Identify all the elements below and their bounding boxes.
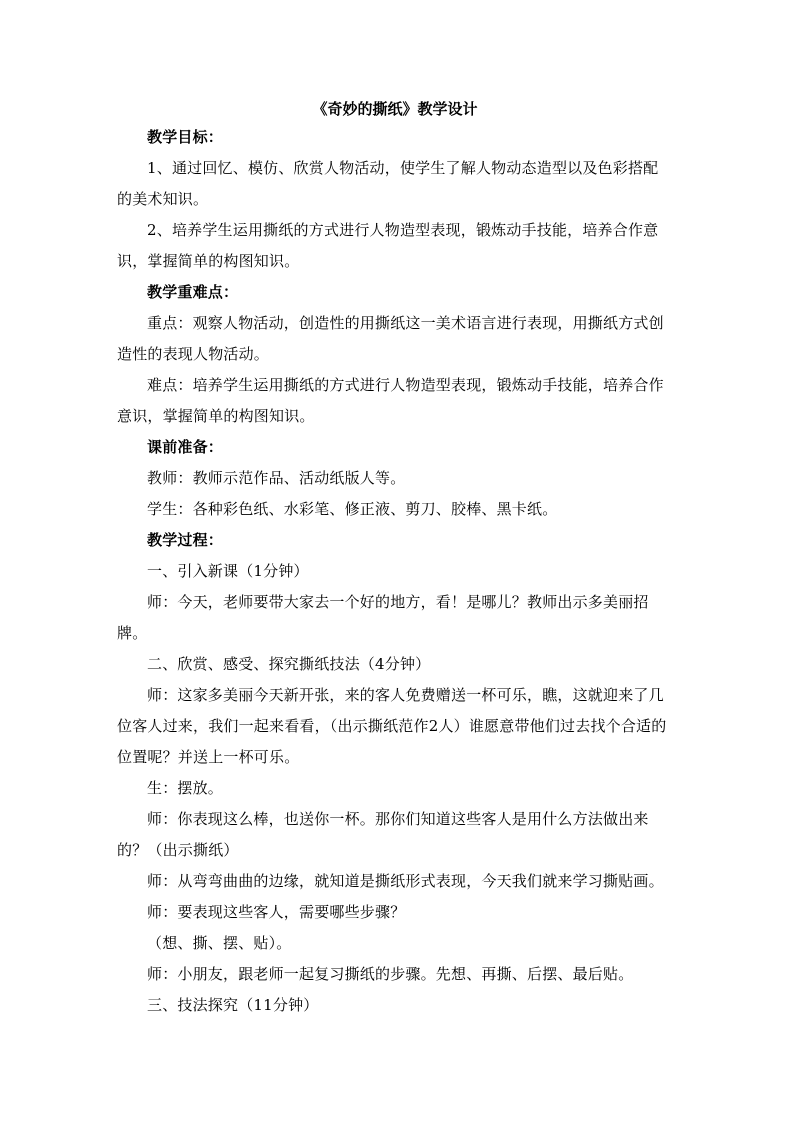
paragraph: 生：摆放。 — [147, 779, 224, 797]
paragraph: 重点：观察人物活动，创造性的用撕纸这一美术语言进行表现，用撕纸方式创造性的表现人物活动。 — [117, 314, 664, 363]
paragraph: 一、引入新课（1分钟） — [147, 562, 309, 580]
section-heading: 教学过程： — [147, 531, 224, 549]
paragraph: 难点：培养学生运用撕纸的方式进行人物造型表现，锻炼动手技能，培养合作意识，掌握简单的构图知识。 — [117, 376, 664, 425]
paragraph: 师：小朋友，跟老师一起复习撕纸的步骤。先想、再撕、后摆、最后贴。 — [147, 965, 634, 983]
paragraph: （想、撕、摆、贴）。 — [147, 934, 292, 952]
document-title: 《奇妙的撕纸》教学设计 — [312, 100, 478, 118]
paragraph: 教师：教师示范作品、活动纸版人等。 — [147, 469, 406, 487]
paragraph: 学生：各种彩色纸、水彩笔、修正液、剪刀、胶棒、黑卡纸。 — [147, 500, 558, 518]
paragraph: 三、技法探究（11分钟） — [147, 996, 319, 1014]
paragraph-list — [117, 122, 673, 1021]
section-heading: 教学目标： — [147, 128, 224, 146]
section-heading: 课前准备： — [147, 438, 224, 456]
paragraph: 师：要表现这些客人，需要哪些步骤？ — [147, 903, 406, 921]
paragraph: 师：今天，老师要带大家去一个好的地方，看！是哪儿？教师出示多美丽招牌。 — [117, 593, 649, 642]
paragraph: 师：从弯弯曲曲的边缘，就知道是撕纸形式表现，今天我们就来学习撕贴画。 — [147, 872, 664, 890]
paragraph: 二、欣赏、感受、探究撕纸技法（4分钟） — [147, 655, 431, 673]
section-heading: 教学重难点： — [147, 283, 239, 301]
paragraph: 2、培养学生运用撕纸的方式进行人物造型表现，锻炼动手技能，培养合作意识，掌握简单的构图知识。 — [117, 221, 659, 270]
document-body — [117, 96, 673, 1021]
paragraph: 师：你表现这么棒，也送你一杯。那你们知道这些客人是用什么方法做出来的？（出示撕纸） — [117, 810, 649, 859]
paragraph: 师：这家多美丽今天新开张，来的客人免费赠送一杯可乐，瞧，这就迎来了几位客人过来，我们一起来看看，（出示撕纸范作2人）谁愿意带他们过去找个合适的位置呢？并送上一杯可乐。 — [117, 686, 667, 766]
paragraph: 1、通过回忆、模仿、欣赏人物活动，使学生了解人物动态造型以及色彩搭配的美术知识。 — [117, 159, 659, 208]
